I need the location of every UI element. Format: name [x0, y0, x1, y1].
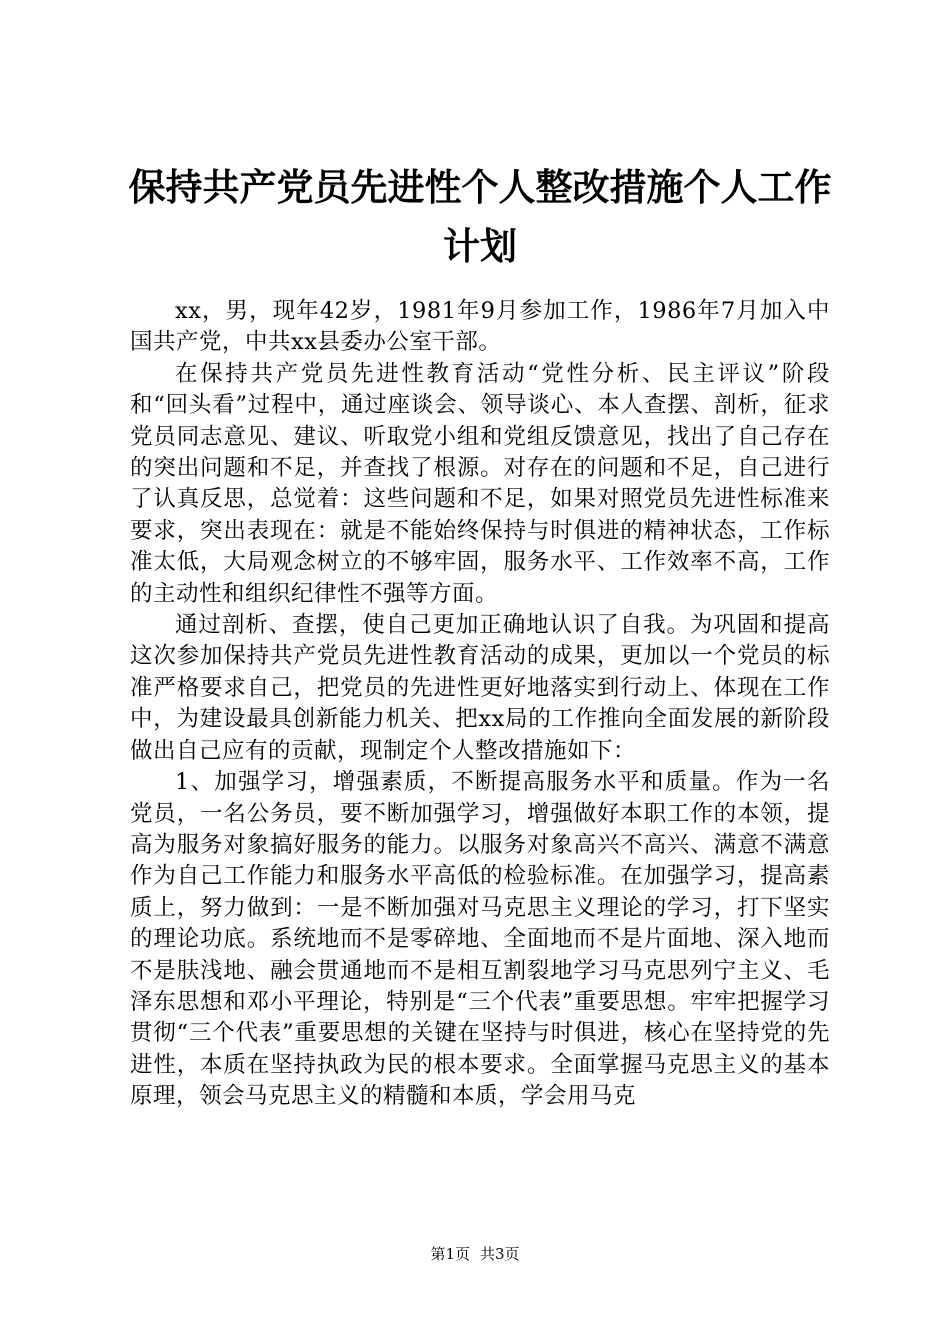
paragraph-intro: xx，男，现年42岁，1981年9月参加工作，1986年7月加入中国共产党，中共xx县委办公室干部。 — [130, 298, 830, 356]
document-body — [130, 296, 830, 1113]
page-number: 第1页 — [430, 1245, 470, 1263]
paragraph-measure-1: 1、加强学习，增强素质，不断提高服务水平和质量。作为一名党员，一名公务员，要不断加强学习，增强做好本职工作的本领，提高为服务对象搞好服务的能力。以服务对象高兴不高兴、满意不满意作为自己工作能力和服务水平高低的检验标准。在加强学习，提高素质上，努力做到：一是不断加强对马克思主义理论的学习，打下坚实的理论功底。系统地而不是零碎地、全面地而不是片面地、深入地而不是肤浅地、融会贯通地而不是相互割裂地学习马克思列宁主义、毛泽东思想和邓小平理论，特别是“三个代表”重要思想。牢牢把握学习贯彻“三个代表”重要思想的关键在坚持与时俱进，核心在坚持党的先进性，本质在坚持执政为民的根本要求。全面掌握马克思主义的基本原理，领会马克思主义的精髓和本质，学会用马克 — [130, 769, 830, 1110]
page-total: 共3页 — [480, 1245, 520, 1263]
paragraph-purpose: 通过剖析、查摆，使自己更加正确地认识了自我。为巩固和提高这次参加保持共产党员先进性教育活动的成果，更加以一个党员的标准严格要求自己，把党员的先进性更好地落实到行动上、体现在工作中，为建设最具创新能力机关、把xx局的工作推向全面发展的新阶段做出自己应有的贡献，现制定个人整改措施如下： — [130, 612, 830, 764]
document-title: 保持共产党员先进性个人整改措施个人工作计划 — [128, 165, 832, 268]
page-footer — [0, 1244, 950, 1264]
paragraph-problems: 在保持共产党员先进性教育活动“党性分析、民主评议”阶段和“回头看”过程中，通过座谈会、领导谈心、本人查摆、剖析，征求党员同志意见、建议、听取党小组和党组反馈意见，找出了自己存在的突出问题和不足，并查找了根源。对存在的问题和不足，自己进行了认真反思，总觉着：这些问题和不足，如果对照党员先进性标准来要求，突出表现在：就是不能始终保持与时俱进的精神状态，工作标准太低，大局观念树立的不够牢固，服务水平、工作效率不高，工作的主动性和组织纪律性不强等方面。 — [130, 360, 830, 607]
